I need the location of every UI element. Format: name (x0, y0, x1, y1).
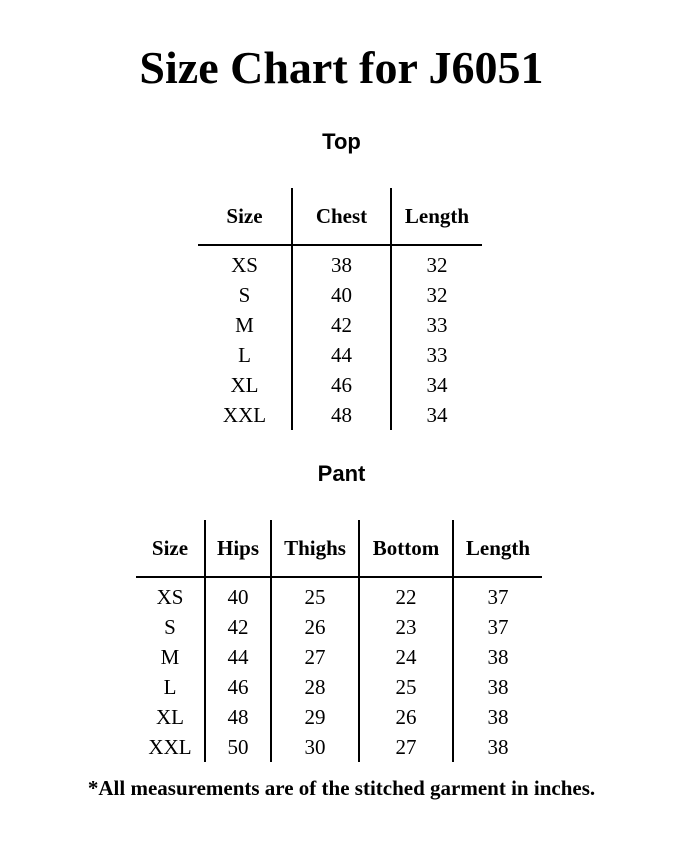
cell-length: 37 (453, 612, 542, 642)
cell-hips: 50 (205, 732, 271, 762)
table-row (198, 370, 482, 400)
column-header-length: Length (391, 188, 482, 245)
cell-bottom: 24 (359, 642, 453, 672)
cell-size: XL (156, 704, 184, 729)
cell-thighs: 29 (271, 702, 359, 732)
cell-size: S (238, 282, 251, 307)
column-header-thighs: Thighs (271, 520, 359, 577)
table-row (136, 577, 542, 612)
cell-size: M (235, 312, 254, 337)
cell-chest: 42 (292, 310, 391, 340)
cell-size: M (160, 644, 180, 669)
cell-bottom: 23 (359, 612, 453, 642)
cell-chest: 48 (292, 400, 391, 430)
column-header-size: Size (136, 520, 205, 577)
cell-length: 32 (391, 280, 482, 310)
cell-hips: 46 (205, 672, 271, 702)
column-header-chest: Chest (292, 188, 391, 245)
cell-chest: 46 (292, 370, 391, 400)
top-size-table (198, 188, 482, 430)
column-header-bottom: Bottom (359, 520, 453, 577)
cell-length: 37 (453, 577, 542, 612)
cell-bottom: 26 (359, 702, 453, 732)
column-header-hips: Hips (205, 520, 271, 577)
cell-bottom: 22 (359, 577, 453, 612)
cell-length: 33 (391, 310, 482, 340)
cell-size: XXL (148, 734, 192, 759)
cell-bottom: 25 (359, 672, 453, 702)
table-row (198, 400, 482, 430)
cell-chest: 38 (292, 245, 391, 280)
cell-bottom: 27 (359, 732, 453, 762)
table-row (198, 340, 482, 370)
pant-section-title: Pant (317, 461, 366, 486)
cell-size: XS (156, 584, 184, 609)
top-section-title: Top (322, 129, 361, 154)
cell-length: 32 (391, 245, 482, 280)
table-row (136, 642, 542, 672)
cell-length: 38 (453, 702, 542, 732)
cell-size: L (238, 342, 251, 367)
cell-thighs: 27 (271, 642, 359, 672)
cell-hips: 40 (205, 577, 271, 612)
table-header-row (198, 188, 482, 245)
cell-size: L (163, 674, 177, 699)
cell-chest: 44 (292, 340, 391, 370)
cell-thighs: 28 (271, 672, 359, 702)
cell-length: 38 (453, 672, 542, 702)
cell-thighs: 25 (271, 577, 359, 612)
measurement-footnote: *All measurements are of the stitched garment in inches. (87, 776, 596, 800)
cell-length: 38 (453, 732, 542, 762)
cell-size: XL (230, 372, 259, 397)
page-title: Size Chart for J6051 (139, 42, 544, 93)
cell-length: 38 (453, 642, 542, 672)
cell-chest: 40 (292, 280, 391, 310)
table-row (136, 672, 542, 702)
cell-hips: 44 (205, 642, 271, 672)
table-header-row (136, 520, 542, 577)
table-row (136, 732, 542, 762)
table-row (136, 702, 542, 732)
column-header-size: Size (198, 188, 292, 245)
cell-size: XXL (222, 402, 267, 427)
cell-length: 34 (391, 400, 482, 430)
cell-hips: 48 (205, 702, 271, 732)
cell-length: 34 (391, 370, 482, 400)
cell-length: 33 (391, 340, 482, 370)
table-row (136, 612, 542, 642)
table-row (198, 245, 482, 280)
table-row (198, 280, 482, 310)
pant-size-table (136, 520, 542, 762)
cell-thighs: 26 (271, 612, 359, 642)
cell-thighs: 30 (271, 732, 359, 762)
column-header-length: Length (453, 520, 542, 577)
cell-size: S (164, 614, 176, 639)
cell-size: XS (231, 252, 258, 277)
cell-hips: 42 (205, 612, 271, 642)
table-row (198, 310, 482, 340)
